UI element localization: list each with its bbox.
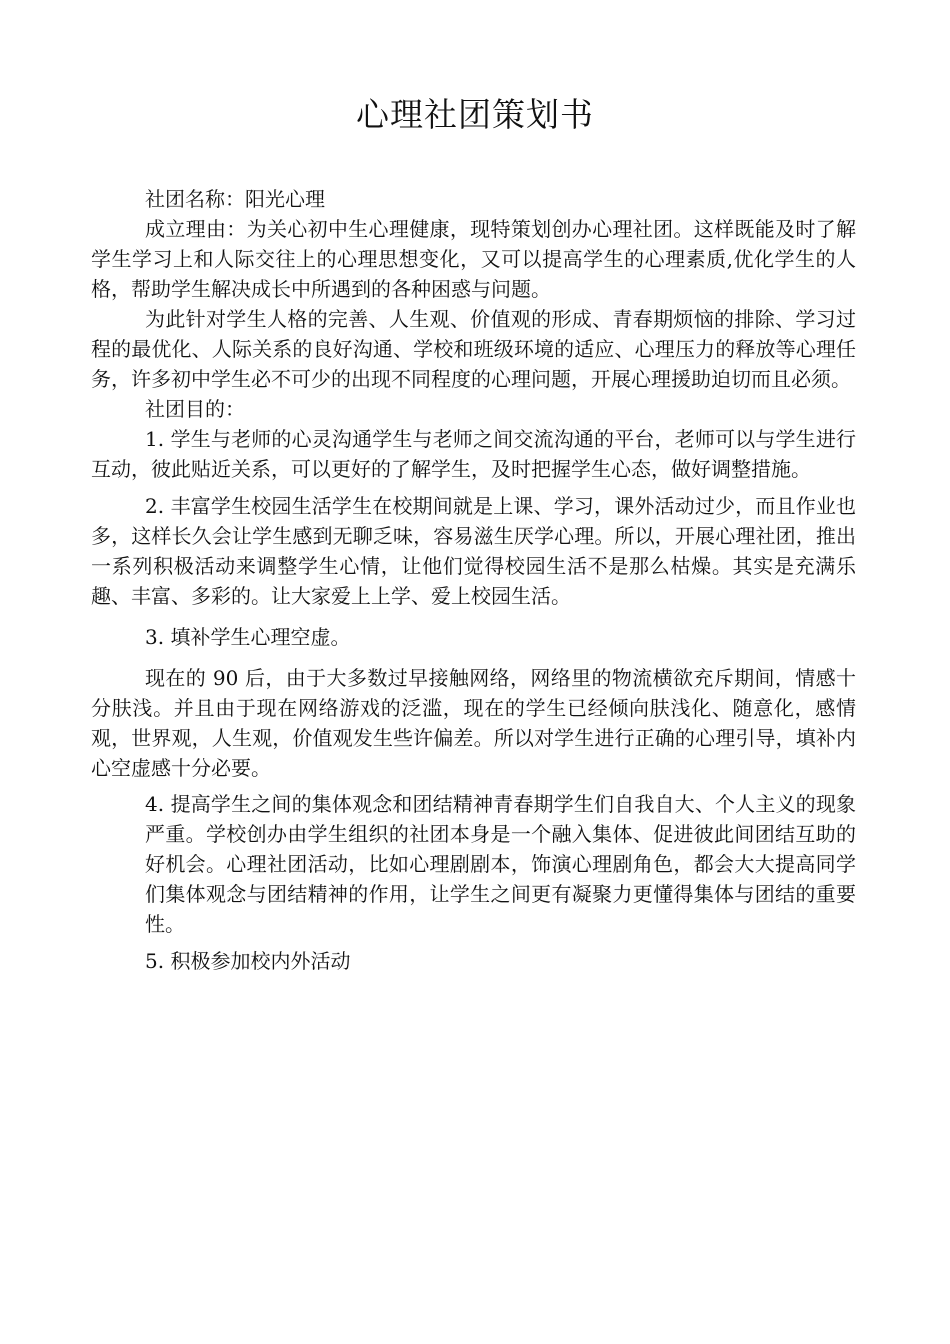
paragraph-founding-reason: 成立理由：为关心初中生心理健康，现特策划创办心理社团。这样既能及时了解学生学习上和人际交往上的心理思想变化，又可以提高学生的心理素质,优化学生的人格，帮助学生解决成长中所遇到的各种困惑与问题。 (91, 217, 856, 301)
paragraph-club-purpose-heading: 社团目的： (145, 397, 245, 421)
paragraph-purpose-1: 1. 学生与老师的心灵沟通学生与老师之间交流沟通的平台，老师可以与学生进行互动，彼此贴近关系，可以更好的了解学生，及时把握学生心态，做好调整措施。 (91, 427, 856, 481)
paragraph-purpose-3-detail: 现在的 90 后，由于大多数过早接触网络，网络里的物流横欲充斥期间，情感十分肤浅。并且由于现在网络游戏的泛滥，现在的学生已经倾向肤浅化、随意化，感情观，世界观，人生观，价值观发生些许偏差。所以对学生进行正确的心理引导，填补内心空虚感十分必要。 (91, 666, 856, 780)
paragraph-purpose-5: 5. 积极参加校内外活动 (145, 949, 351, 973)
paragraph-purpose-3: 3. 填补学生心理空虚。 (145, 625, 351, 649)
paragraph-psychological-tasks: 为此针对学生人格的完善、人生观、价值观的形成、青春期烦恼的排除、学习过程的最优化、人际关系的良好沟通、学校和班级环境的适应、心理压力的释放等心理任务，许多初中学生必不可少的出现不同程度的心理问题，开展心理援助迫切而且必须。 (91, 307, 856, 391)
paragraph-club-name: 社团名称：阳光心理 (145, 187, 325, 211)
document-body (91, 184, 856, 976)
paragraph-purpose-4: 4. 提高学生之间的集体观念和团结精神青春期学生们自我自大、个人主义的现象严重。学校创办由学生组织的社团本身是一个融入集体、促进彼此间团结互助的好机会。心理社团活动，比如心理剧剧本，饰演心理剧角色，都会大大提高同学们集体观念与团结精神的作用，让学生之间更有凝聚力更懂得集体与团结的重要性。 (145, 792, 856, 936)
document-title: 心理社团策划书 (356, 95, 594, 134)
paragraph-purpose-2: 2. 丰富学生校园生活学生在校期间就是上课、学习，课外活动过少，而且作业也多，这样长久会让学生感到无聊乏味，容易滋生厌学心理。所以，开展心理社团，推出一系列积极活动来调整学生心情，让他们觉得校园生活不是那么枯燥。其实是充满乐趣、丰富、多彩的。让大家爱上上学、爱上校园生活。 (91, 494, 856, 608)
